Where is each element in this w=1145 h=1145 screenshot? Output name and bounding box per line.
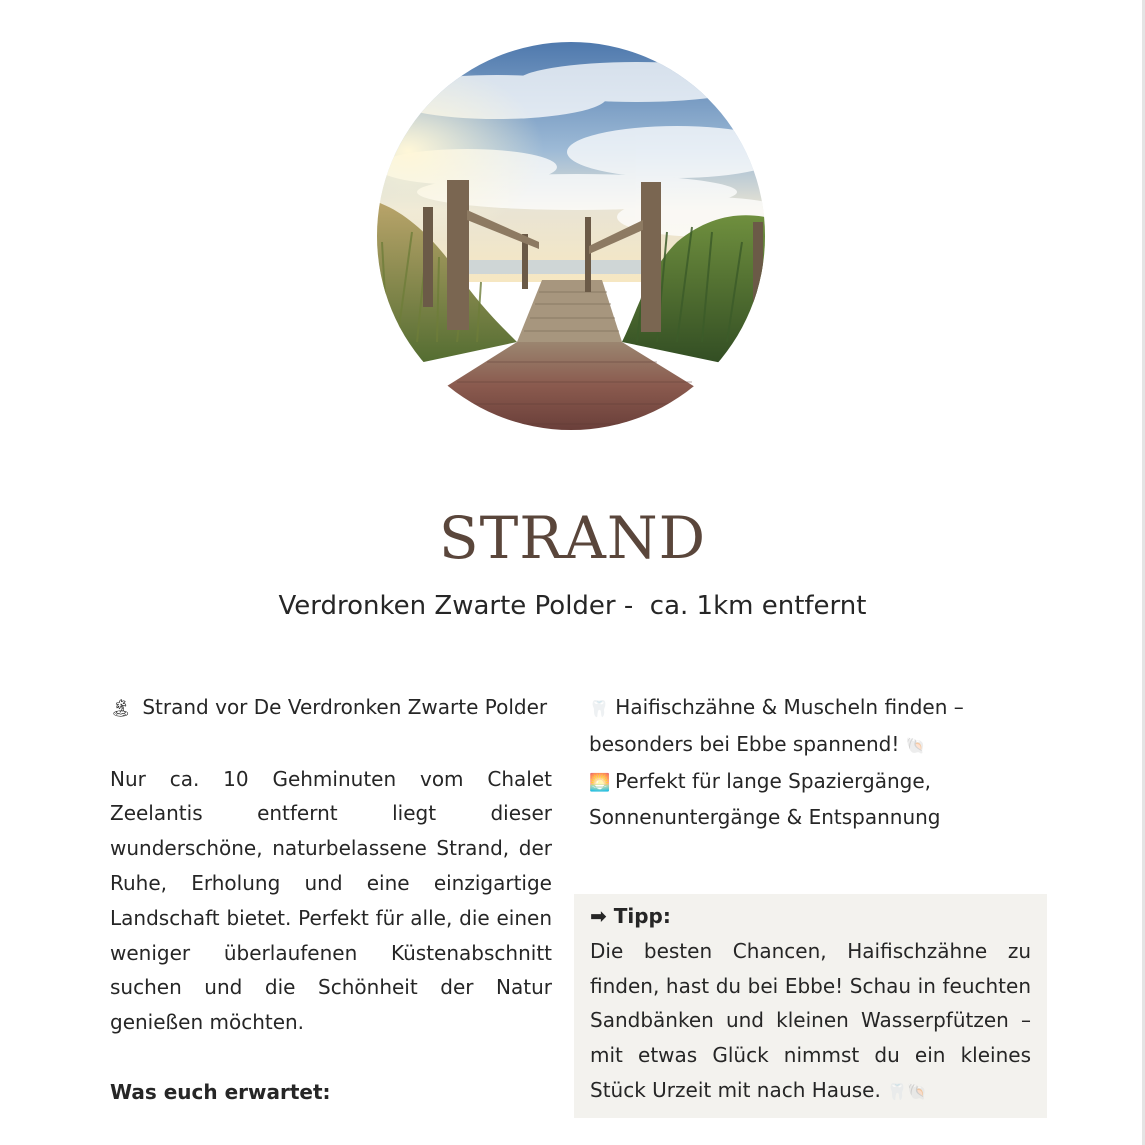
page-subtitle: Verdronken Zwarte Polder - ca. 1km entfernt xyxy=(278,591,867,621)
tip-text: Die besten Chancen, Haifischzähne zu finden, hast du bei Ebbe! Schau in feuchten Sandbänken und kleinen Wasserpfützen – mit etwas Glück nimmst du ein kleines Stück Urzeit mit nach Hause. 🦷🐚 xyxy=(590,938,1031,1102)
tooth-shell-icon: 🦷🐚 xyxy=(887,1081,928,1101)
intro-text: Strand vor De Verdronken Zwarte Polder xyxy=(142,695,548,719)
page-title: STRAND xyxy=(438,504,707,572)
expect-heading: Was euch erwartet: xyxy=(110,1079,331,1104)
intro-line xyxy=(110,690,552,727)
tooth-icon: 🦷 xyxy=(589,699,609,718)
right-column xyxy=(589,690,1044,835)
description-paragraph: Nur ca. 10 Gehminuten vom Chalet Zeelantis entfernt liegt dieser wunderschöne, naturbelassene Strand, der Ruhe, Erholung und eine einzigartige Landschaft bietet. Perfekt für alle, die einen weniger überlaufenen Küstenabschnitt suchen und die Schönheit der Natur genießen möchten. xyxy=(110,766,552,1035)
shell-icon: 🐚 xyxy=(905,735,926,755)
feature-shark-teeth: 🦷 Haifischzähne & Muscheln finden – besonders bei Ebbe spannend! 🐚 xyxy=(589,695,964,756)
feature-walks: 🌅 Perfekt für lange Spaziergänge, Sonnenuntergänge & Entspannung xyxy=(589,764,1044,836)
tip-heading: ➡ Tipp: xyxy=(590,904,671,928)
sunrise-icon: 🌅 xyxy=(589,772,611,793)
beach-boardwalk-image xyxy=(377,42,765,430)
tip-box xyxy=(574,894,1047,1118)
island-icon: 🏝 xyxy=(110,699,132,719)
left-column xyxy=(110,690,552,1110)
